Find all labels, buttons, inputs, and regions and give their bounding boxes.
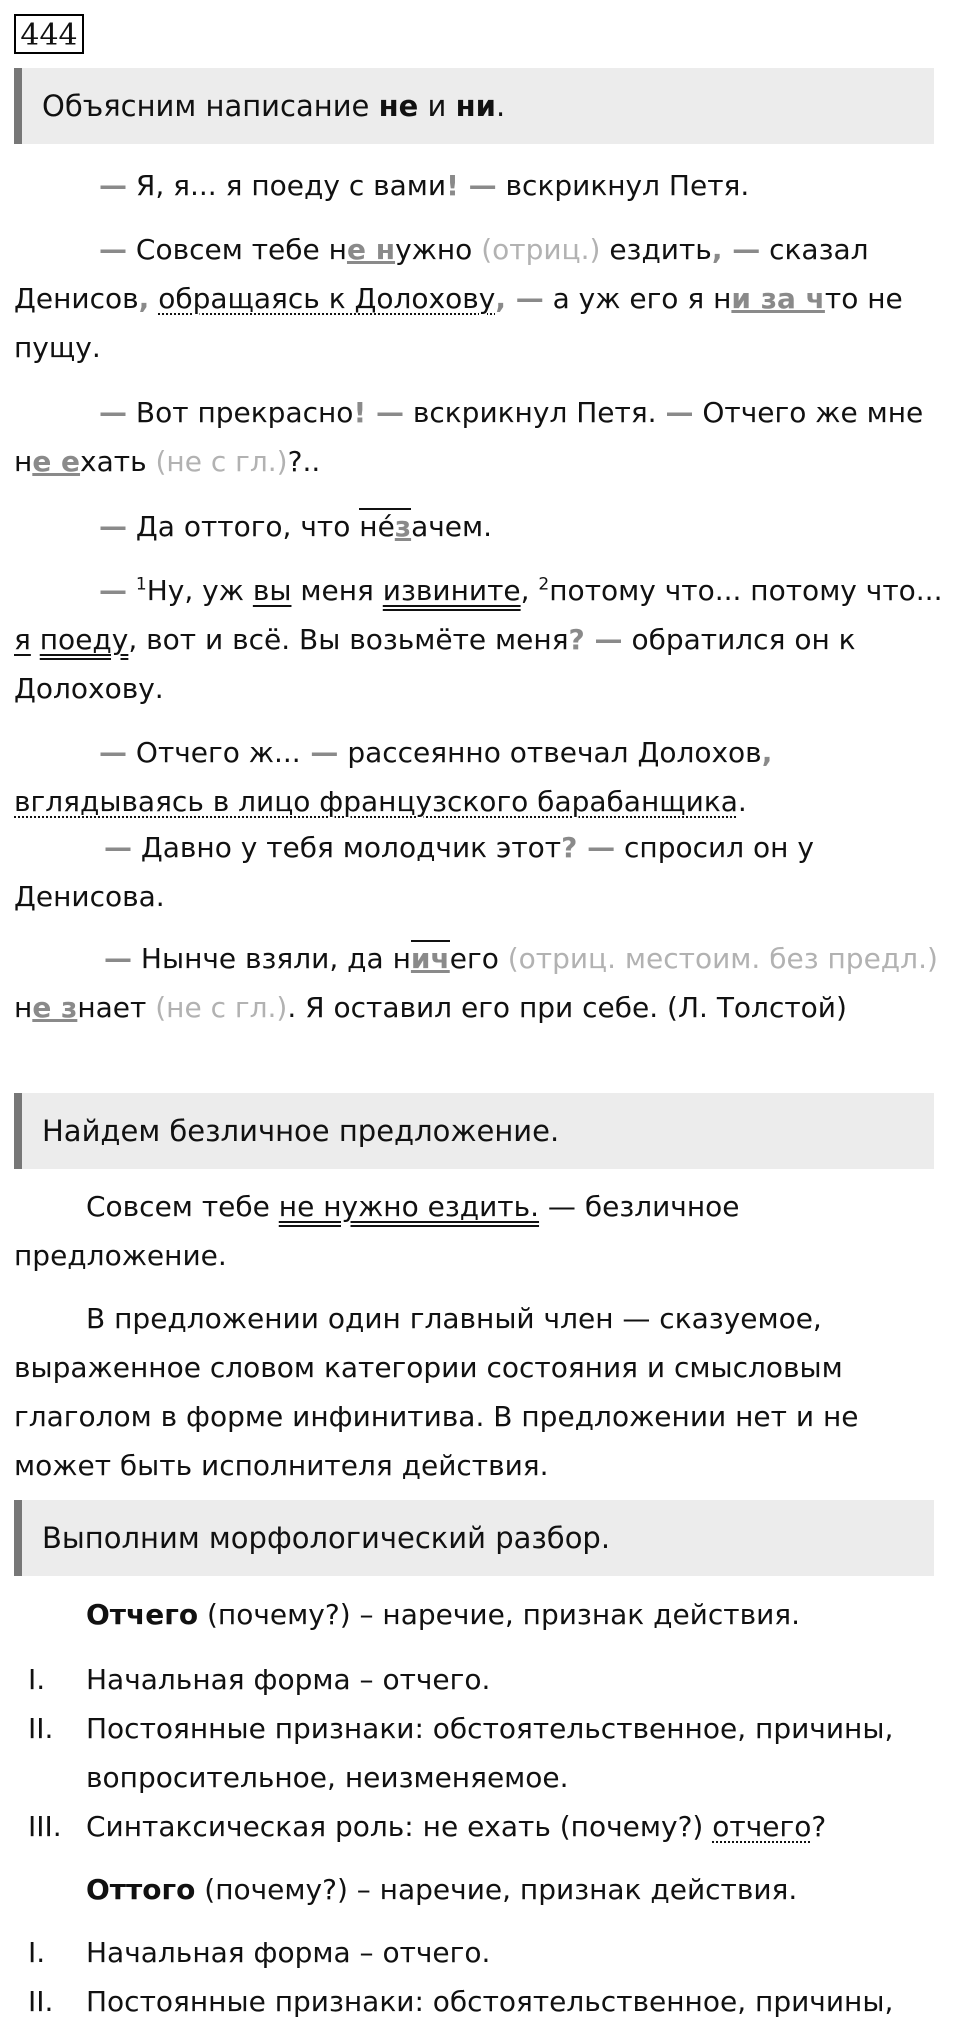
subject: вы [252, 574, 292, 607]
text: обратился он к Долохову. [14, 623, 856, 705]
text: (почему?) – наречие, признак действия. [198, 1598, 801, 1631]
prefix-mark [359, 508, 411, 543]
section-header-spelling [14, 68, 934, 144]
dialogue-line-8 [14, 934, 944, 1032]
text: é [377, 510, 395, 543]
spelling-highlight: е н [346, 233, 396, 266]
punct-mark: ? [561, 831, 578, 864]
text: Синтаксическая роль: не ехать (почему?) [86, 1810, 713, 1843]
dialogue-line-5 [14, 566, 944, 713]
spelling-highlight: ич [410, 942, 450, 975]
dash: — [104, 831, 132, 864]
subject: я [14, 623, 31, 656]
spelling-highlight: е з [32, 991, 78, 1024]
dash: — [99, 510, 127, 543]
dialogue-line-7 [14, 823, 944, 921]
text: вскрикнул Петя. [496, 169, 750, 202]
text: Давно у тебя молодчик этот [132, 831, 562, 864]
punct-mark: , [761, 736, 773, 769]
text: Совсем тебе н [127, 233, 347, 266]
grammar-note: (не с гл.) [155, 991, 288, 1024]
punct-mark: , [495, 282, 506, 315]
text [149, 282, 158, 315]
text: Вот прекрасно [127, 396, 354, 429]
text: . [737, 785, 747, 818]
spelling-highlight: з [394, 510, 412, 543]
dash: — [99, 396, 127, 429]
text: — безличное предложение. [14, 1190, 740, 1272]
text: а уж его я н [543, 282, 732, 315]
text: . Я оставил его при себе. (Л. Толстой) [287, 991, 847, 1024]
text: н [14, 991, 33, 1024]
text: н [359, 510, 378, 543]
section-header-impersonal: Найдем безличное предложение. [14, 1093, 934, 1169]
list-text: Начальная форма – отчего. [86, 1936, 491, 1969]
text: ездить [600, 233, 712, 266]
list-marker: II. [28, 1985, 54, 2018]
grammar-note: (отриц. местоим. без предл.) [507, 942, 938, 975]
punct-mark: , [711, 233, 723, 266]
text: Совсем тебе [86, 1190, 279, 1223]
header-ni: ни [455, 89, 496, 123]
participle-phrase: обращаясь к Долохову [158, 282, 496, 315]
text: спросил он у Денисова. [14, 831, 814, 913]
dash: — [665, 396, 694, 429]
dash: — [458, 169, 497, 202]
explanation: В предложении один главный член — сказуемое, выраженное словом категории состояния и смысловым глаголом в форме инфинитива. В предложении нет и не может быть исполнителя действия. [14, 1302, 859, 1482]
clause-number: 2 [538, 574, 550, 595]
dialogue-line-2 [14, 225, 944, 372]
text: , вот и всё. Вы возьмёте меня [128, 623, 569, 656]
dash: — [722, 233, 761, 266]
text: ачем. [411, 510, 493, 543]
grammar-note: (не с гл.) [155, 445, 288, 478]
text: Я, я... я поеду с вами [127, 169, 447, 202]
morph-word-2 [14, 1865, 944, 1914]
section-header-morphology: Выполним морфологический разбор. [14, 1500, 934, 1576]
grammar-note: (отриц.) [481, 233, 601, 266]
list-item [14, 1655, 944, 1704]
text: ?.. [287, 445, 321, 478]
header-text-mid: и [418, 89, 456, 123]
dash: — [99, 233, 127, 266]
punct-mark: , [138, 282, 150, 315]
punct-mark: ! [353, 396, 367, 429]
text: вскрикнул Петя. [403, 396, 666, 429]
dash: — [584, 623, 623, 656]
morph-word-1 [14, 1590, 944, 1639]
list-text: Постоянные признаки: обстоятельственное, причины, [86, 1985, 894, 2018]
text: его [449, 942, 508, 975]
adverbial-phrase: вглядываясь в лицо французского барабанщика [14, 785, 738, 818]
analyzed-word: Отчего [86, 1598, 199, 1631]
dash: — [577, 831, 616, 864]
dialogue-line-4 [14, 502, 944, 551]
text: (почему?) – наречие, признак действия. [195, 1873, 798, 1906]
text: хать [80, 445, 156, 478]
list-marker: I. [28, 1936, 46, 1969]
list-text [86, 1802, 944, 1851]
predicate: поеду [39, 623, 129, 656]
header-text-end: . [496, 89, 506, 123]
dash: — [366, 396, 404, 429]
list-marker: II. [28, 1712, 54, 1745]
list-marker: III. [28, 1810, 62, 1843]
dash: — [300, 736, 339, 769]
text: нает [77, 991, 156, 1024]
dash: — [104, 942, 132, 975]
exercise-number: 444 [14, 14, 84, 54]
analyzed-word: Оттого [86, 1873, 196, 1906]
text: Нынче взяли, да н [132, 942, 411, 975]
text: ужно [395, 233, 482, 266]
text: , [520, 574, 530, 607]
dash: — [505, 282, 544, 315]
list-item [14, 1704, 944, 1802]
dash: — [99, 574, 127, 607]
list-item [14, 1928, 944, 1977]
dash: — [99, 169, 127, 202]
text: потому что... потому что... [549, 574, 943, 607]
list-item [14, 1802, 944, 1851]
text: рассеянно отвечал Долохов [338, 736, 762, 769]
header-ne: не [378, 89, 419, 123]
text: сказал Денисов [14, 233, 869, 315]
text: то не пущу. [14, 282, 903, 364]
clause-number: 1 [135, 574, 147, 595]
spelling-highlight: е е [32, 445, 81, 478]
list-text: Начальная форма – отчего. [86, 1663, 491, 1696]
text: Отчего ж... [127, 736, 301, 769]
text [31, 623, 40, 656]
header-text: Объясним написание [42, 89, 379, 123]
dialogue-line-3 [14, 388, 944, 486]
text: Ну, уж [146, 574, 253, 607]
list-text: Постоянные признаки: обстоятельственное, причины, вопросительное, неизменяемое. [86, 1712, 894, 1794]
punct-mark: ? [568, 623, 585, 656]
dash: — [99, 736, 127, 769]
dialogue-line-1 [14, 161, 944, 210]
predicate: не нужно ездить. [278, 1190, 540, 1223]
dialogue-line-6 [14, 728, 944, 826]
text: меня [291, 574, 383, 607]
text: Да оттого, что [127, 510, 360, 543]
adverbial: отчего [712, 1810, 812, 1843]
impersonal-sentence [14, 1182, 944, 1280]
punct-mark: ! [446, 169, 459, 202]
text: ? [811, 1810, 827, 1843]
spelling-highlight: и за ч [731, 282, 825, 315]
predicate: извините [382, 574, 521, 607]
text: Отчего же мне н [14, 396, 924, 478]
list-marker: I. [28, 1663, 46, 1696]
